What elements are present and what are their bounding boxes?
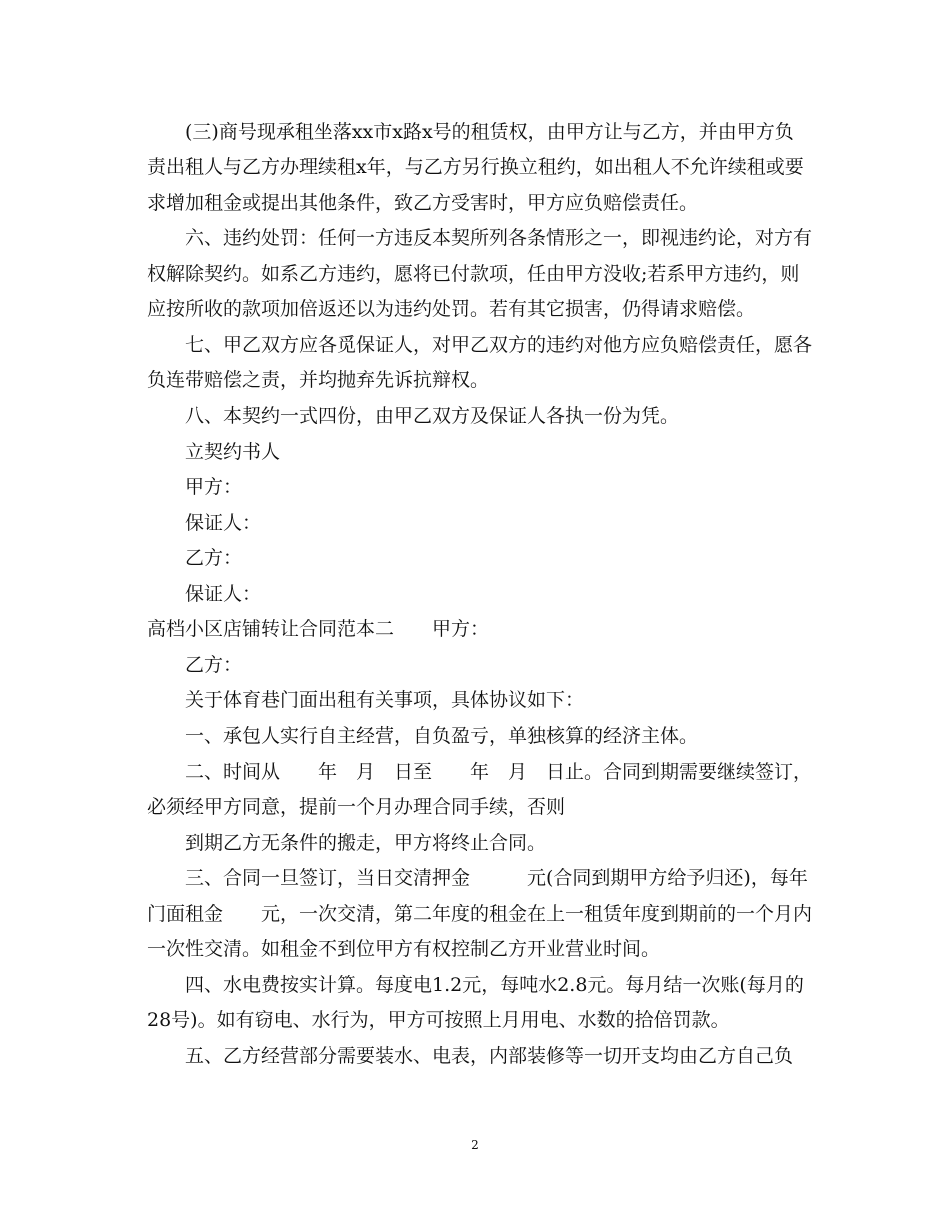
paragraph-line: 负连带赔偿之责，并均抛弃先诉抗辩权。 [147, 369, 490, 391]
party-b-label: 乙方： [185, 547, 243, 569]
paragraph-line: 二、时间从 年 月 日至 年 月 日止。合同到期需要继续签订， [185, 761, 813, 783]
paragraph-line: 责出租人与乙方办理续租x年，与乙方另行换立租约，如出租人不允许续租或要 [147, 156, 804, 178]
guarantor-label: 保证人： [185, 512, 262, 534]
paragraph-line: 求增加租金或提出其他条件，致乙方受害时，甲方应负赔偿责任。 [147, 192, 699, 214]
party-b-label: 乙方： [185, 654, 243, 676]
paragraph-line: 门面租金 元，一次交清，第二年度的租金在上一租赁年度到期前的一个月内 [147, 903, 813, 925]
paragraph-line: 到期乙方无条件的搬走，甲方将终止合同。 [185, 832, 547, 854]
paragraph-line: 四、水电费按实计算。每度电1.2元，每吨水2.8元。每月结一次账(每月的 [185, 974, 804, 996]
paragraph-line: 应按所收的款项加倍返还以为违约处罚。若有其它损害，仍得请求赔偿。 [147, 298, 756, 320]
guarantor-label: 保证人： [185, 583, 262, 605]
signatory-heading: 立契约书人 [185, 441, 281, 463]
paragraph-line: 28号)。如有窃电、水行为，甲方可按照上月用电、水数的拾倍罚款。 [147, 1009, 730, 1031]
paragraph-line: 一、承包人实行自主经营，自负盈亏，单独核算的经济主体。 [185, 725, 699, 747]
paragraph-line: (三)商号现承租坐落xx市x路x号的租赁权，由甲方让与乙方，并由甲方负 [185, 121, 794, 143]
paragraph-line: 权解除契约。如系乙方违约，愿将已付款项，任由甲方没收;若系甲方违约，则 [147, 263, 800, 285]
paragraph-line: 六、违约处罚：任何一方违反本契所列各条情形之一，即视违约论，对方有 [185, 227, 813, 249]
section-title: 高档小区店铺转让合同范本二 甲方： [147, 618, 490, 640]
paragraph-line: 一次性交清。如租金不到位甲方有权控制乙方开业营业时间。 [147, 938, 661, 960]
paragraph-line: 三、合同一旦签订，当日交清押金 元(合同到期甲方给予归还)，每年 [185, 867, 808, 889]
paragraph-line: 必须经甲方同意，提前一个月办理合同手续，否则 [147, 796, 566, 818]
party-a-label: 甲方： [185, 476, 243, 498]
page-number: 2 [471, 1138, 479, 1152]
paragraph-line: 七、甲乙双方应各觅保证人，对甲乙双方的违约对他方应负赔偿责任，愿各 [185, 334, 813, 356]
paragraph-line: 五、乙方经营部分需要装水、电表，内部装修等一切开支均由乙方自己负 [185, 1045, 794, 1067]
paragraph-line: 关于体育巷门面出租有关事项，具体协议如下： [185, 689, 585, 711]
paragraph-line: 八、本契约一式四份，由甲乙双方及保证人各执一份为凭。 [185, 405, 680, 427]
